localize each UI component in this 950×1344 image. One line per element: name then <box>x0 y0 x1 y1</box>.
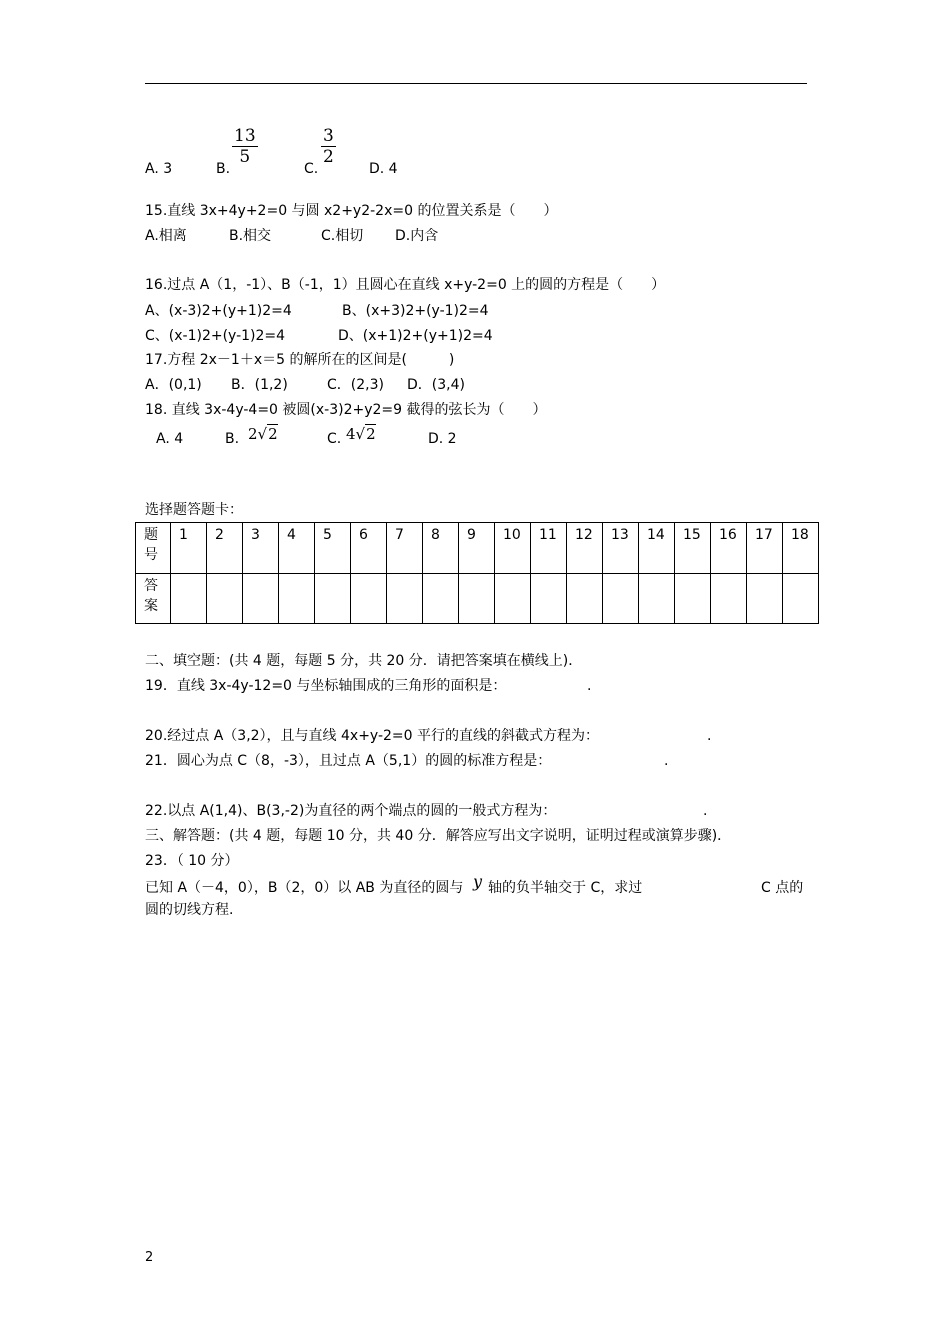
question-number-cell: 9 <box>459 523 495 574</box>
q20-blank-end: . <box>707 728 712 744</box>
q23-line1-part1: 已知 A（－4，0），B（2，0）以 AB 为直径的圆与 <box>145 880 464 896</box>
q14-option-c-label: C. <box>304 161 319 177</box>
q18-option-c-radical <box>346 424 376 444</box>
q23-line2: 圆的切线方程. <box>145 902 234 918</box>
question-number-cell: 18 <box>783 523 819 574</box>
q17-option-b: B．(1,2) <box>231 377 288 393</box>
question-number-cell: 12 <box>567 523 603 574</box>
answer-cell[interactable] <box>711 574 747 624</box>
question-number-cell: 14 <box>639 523 675 574</box>
header-rule <box>145 83 807 84</box>
q17-option-a: A．(0,1) <box>145 377 202 393</box>
q15-option-b: B.相交 <box>229 228 272 244</box>
answer-cell[interactable] <box>315 574 351 624</box>
q23-line1-part2: 轴的负半轴交于 C，求过 <box>488 880 643 896</box>
sqrt-icon: √ <box>355 425 366 443</box>
q14-option-b-label: B. <box>216 161 231 177</box>
q23-variable-y: y <box>473 872 483 891</box>
question-number-cell: 4 <box>279 523 315 574</box>
fraction-numerator: 13 <box>234 126 256 146</box>
question-number-cell: 8 <box>423 523 459 574</box>
answer-cell[interactable] <box>783 574 819 624</box>
answer-cell[interactable] <box>459 574 495 624</box>
answer-cell[interactable] <box>495 574 531 624</box>
question-number-cell: 7 <box>387 523 423 574</box>
question-number-cell: 17 <box>747 523 783 574</box>
q22-blank-end: . <box>703 803 708 819</box>
q21-blank-end: . <box>664 753 669 769</box>
q16-option-c: C、(x-1)2+(y-1)2=4 <box>145 328 286 344</box>
question-number-cell: 1 <box>171 523 207 574</box>
answer-cell[interactable] <box>747 574 783 624</box>
q15-stem: 15.直线 3x+4y+2=0 与圆 x2+y2-2x=0 的位置关系是（ ） <box>145 203 558 219</box>
q23-label: 23．（ 10 分） <box>145 853 239 869</box>
q17-option-d: D．(3,4) <box>407 377 465 393</box>
answer-card-number-row <box>136 523 819 574</box>
q20-text: 20.经过点 A（3,2），且与直线 4x+y-2=0 平行的直线的斜截式方程为： <box>145 728 600 744</box>
q18-option-b-label: B. <box>225 431 240 447</box>
q14-option-b-fraction <box>232 126 258 167</box>
answer-cell[interactable] <box>423 574 459 624</box>
q18-option-a: A. 4 <box>156 431 184 447</box>
q18-option-d: D. 2 <box>428 431 457 447</box>
q16-option-d: D、(x+1)2+(y+1)2=4 <box>338 328 493 344</box>
row-header-question-number: 题号 <box>136 523 171 574</box>
q21-text: 21．圆心为点 C（8，-3），且过点 A（5,1）的圆的标准方程是： <box>145 753 552 769</box>
q14-option-c-fraction <box>321 126 336 167</box>
fraction-numerator: 3 <box>323 126 334 146</box>
question-number-cell: 13 <box>603 523 639 574</box>
q15-option-a: A.相离 <box>145 228 187 244</box>
fraction-denominator: 2 <box>323 147 334 167</box>
question-number-cell: 2 <box>207 523 243 574</box>
page-number: 2 <box>145 1250 154 1265</box>
section2-heading: 二、填空题：(共 4 题，每题 5 分，共 20 分．请把答案填在横线上)． <box>145 653 583 669</box>
answer-cell[interactable] <box>279 574 315 624</box>
q16-stem: 16.过点 A（1，-1）、B（-1，1）且圆心在直线 x+y-2=0 上的圆的方程是（ ） <box>145 277 666 293</box>
q15-option-c: C.相切 <box>321 228 364 244</box>
radical-coefficient: 2 <box>248 425 258 443</box>
radicand: 2 <box>268 425 278 443</box>
q18-option-c-label: C. <box>327 431 342 447</box>
answer-cell[interactable] <box>531 574 567 624</box>
answer-cell[interactable] <box>567 574 603 624</box>
row-header-answer: 答案 <box>136 574 171 624</box>
q15-option-d: D.内含 <box>395 228 439 244</box>
q14-option-a: A. 3 <box>145 161 173 177</box>
q16-option-b: B、(x+3)2+(y-1)2=4 <box>342 303 489 319</box>
sqrt-icon: √ <box>257 425 268 443</box>
q18-option-b-radical <box>248 424 278 444</box>
q17-option-c: C．(2,3) <box>327 377 384 393</box>
answer-cell[interactable] <box>387 574 423 624</box>
answer-card-table <box>135 522 819 624</box>
question-number-cell: 11 <box>531 523 567 574</box>
q19-text: 19．直线 3x-4y-12=0 与坐标轴围成的三角形的面积是： <box>145 678 507 694</box>
answer-cell[interactable] <box>207 574 243 624</box>
question-number-cell: 15 <box>675 523 711 574</box>
q22-text: 22.以点 A(1,4)、B(3,-2)为直径的两个端点的圆的一般式方程为： <box>145 803 557 819</box>
q14-option-d: D. 4 <box>369 161 398 177</box>
radical-coefficient: 4 <box>346 425 356 443</box>
question-number-cell: 16 <box>711 523 747 574</box>
answer-cell[interactable] <box>639 574 675 624</box>
answer-card-answer-row <box>136 574 819 624</box>
answer-cell[interactable] <box>171 574 207 624</box>
question-number-cell: 10 <box>495 523 531 574</box>
radicand: 2 <box>366 425 376 443</box>
question-number-cell: 6 <box>351 523 387 574</box>
fraction-denominator: 5 <box>239 147 251 167</box>
q16-option-a: A、(x-3)2+(y+1)2=4 <box>145 303 292 319</box>
answer-cell[interactable] <box>351 574 387 624</box>
q23-line1-part3: C 点的 <box>761 880 804 896</box>
q19-blank-end: . <box>587 678 592 694</box>
q18-stem: 18. 直线 3x-4y-4=0 被圆(x-3)2+y2=9 截得的弦长为（ ） <box>145 402 547 418</box>
question-number-cell: 3 <box>243 523 279 574</box>
section3-heading: 三、解答题：(共 4 题，每题 10 分，共 40 分．解答应写出文字说明，证明过程或演算步骤)． <box>145 828 732 844</box>
q17-stem: 17.方程 2x－1＋x＝5 的解所在的区间是( ) <box>145 352 455 368</box>
answer-card-title: 选择题答题卡： <box>145 502 243 518</box>
answer-cell[interactable] <box>243 574 279 624</box>
question-number-cell: 5 <box>315 523 351 574</box>
answer-cell[interactable] <box>675 574 711 624</box>
answer-cell[interactable] <box>603 574 639 624</box>
